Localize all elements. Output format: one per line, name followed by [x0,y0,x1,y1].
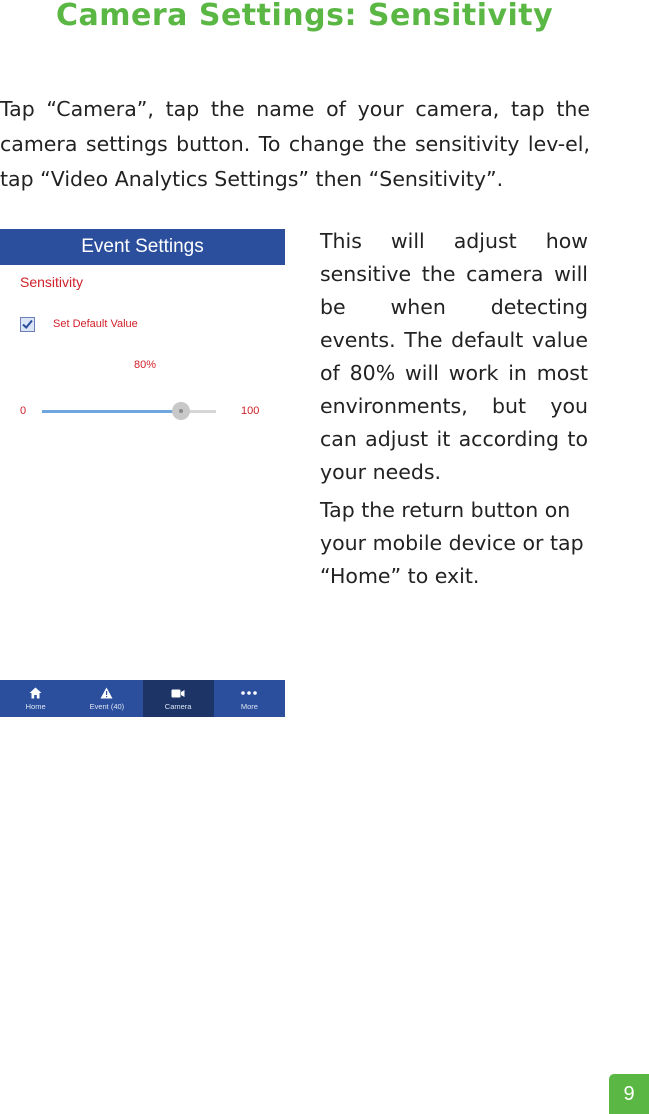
sensitivity-value: 80% [134,359,157,371]
event-settings-header: Event Settings [0,229,285,265]
tab-label: Event (40) [89,702,125,711]
camera-icon [171,686,185,700]
tab-label: Home [25,702,46,711]
tab-label: Camera [164,702,192,711]
set-default-label: Set Default Value [53,318,138,330]
slider-thumb[interactable] [172,402,190,420]
sensitivity-slider[interactable] [42,410,216,413]
tab-more[interactable] [214,680,285,717]
tab-event[interactable] [71,680,142,717]
explanation-paragraph: This will adjust how sensitive the camera will be when detecting events. The default value of 80% will work in most environments, but you can adjust it according to your needs. [320,229,588,484]
tab-label: More [240,702,258,711]
slider-max-label: 100 [241,405,260,417]
sensitivity-label: Sensitivity [20,274,84,290]
checkmark-icon [21,318,34,331]
warning-icon [100,686,113,700]
exit-instructions: Tap the return button on your mobile device or tap “Home” to exit. [320,498,584,588]
intro-paragraph: Tap “Camera”, tap the name of your camera, tap the camera settings button. To change the sensitivity lev-el, tap “Video Analytics Settings” then “Sensitivity”. [0,97,590,191]
page-number: 9 [609,1074,649,1114]
explanation-column [320,225,588,598]
bottom-tab-bar [0,680,285,717]
slider-fill [42,410,181,413]
more-dots-icon [241,686,257,700]
tab-camera[interactable] [143,680,214,717]
tab-home[interactable] [0,680,71,717]
app-screenshot [0,229,285,717]
home-icon [29,686,42,700]
set-default-checkbox[interactable] [20,317,35,332]
page-title: Camera Settings: Sensitivity [56,0,554,33]
slider-min-label: 0 [20,405,27,417]
